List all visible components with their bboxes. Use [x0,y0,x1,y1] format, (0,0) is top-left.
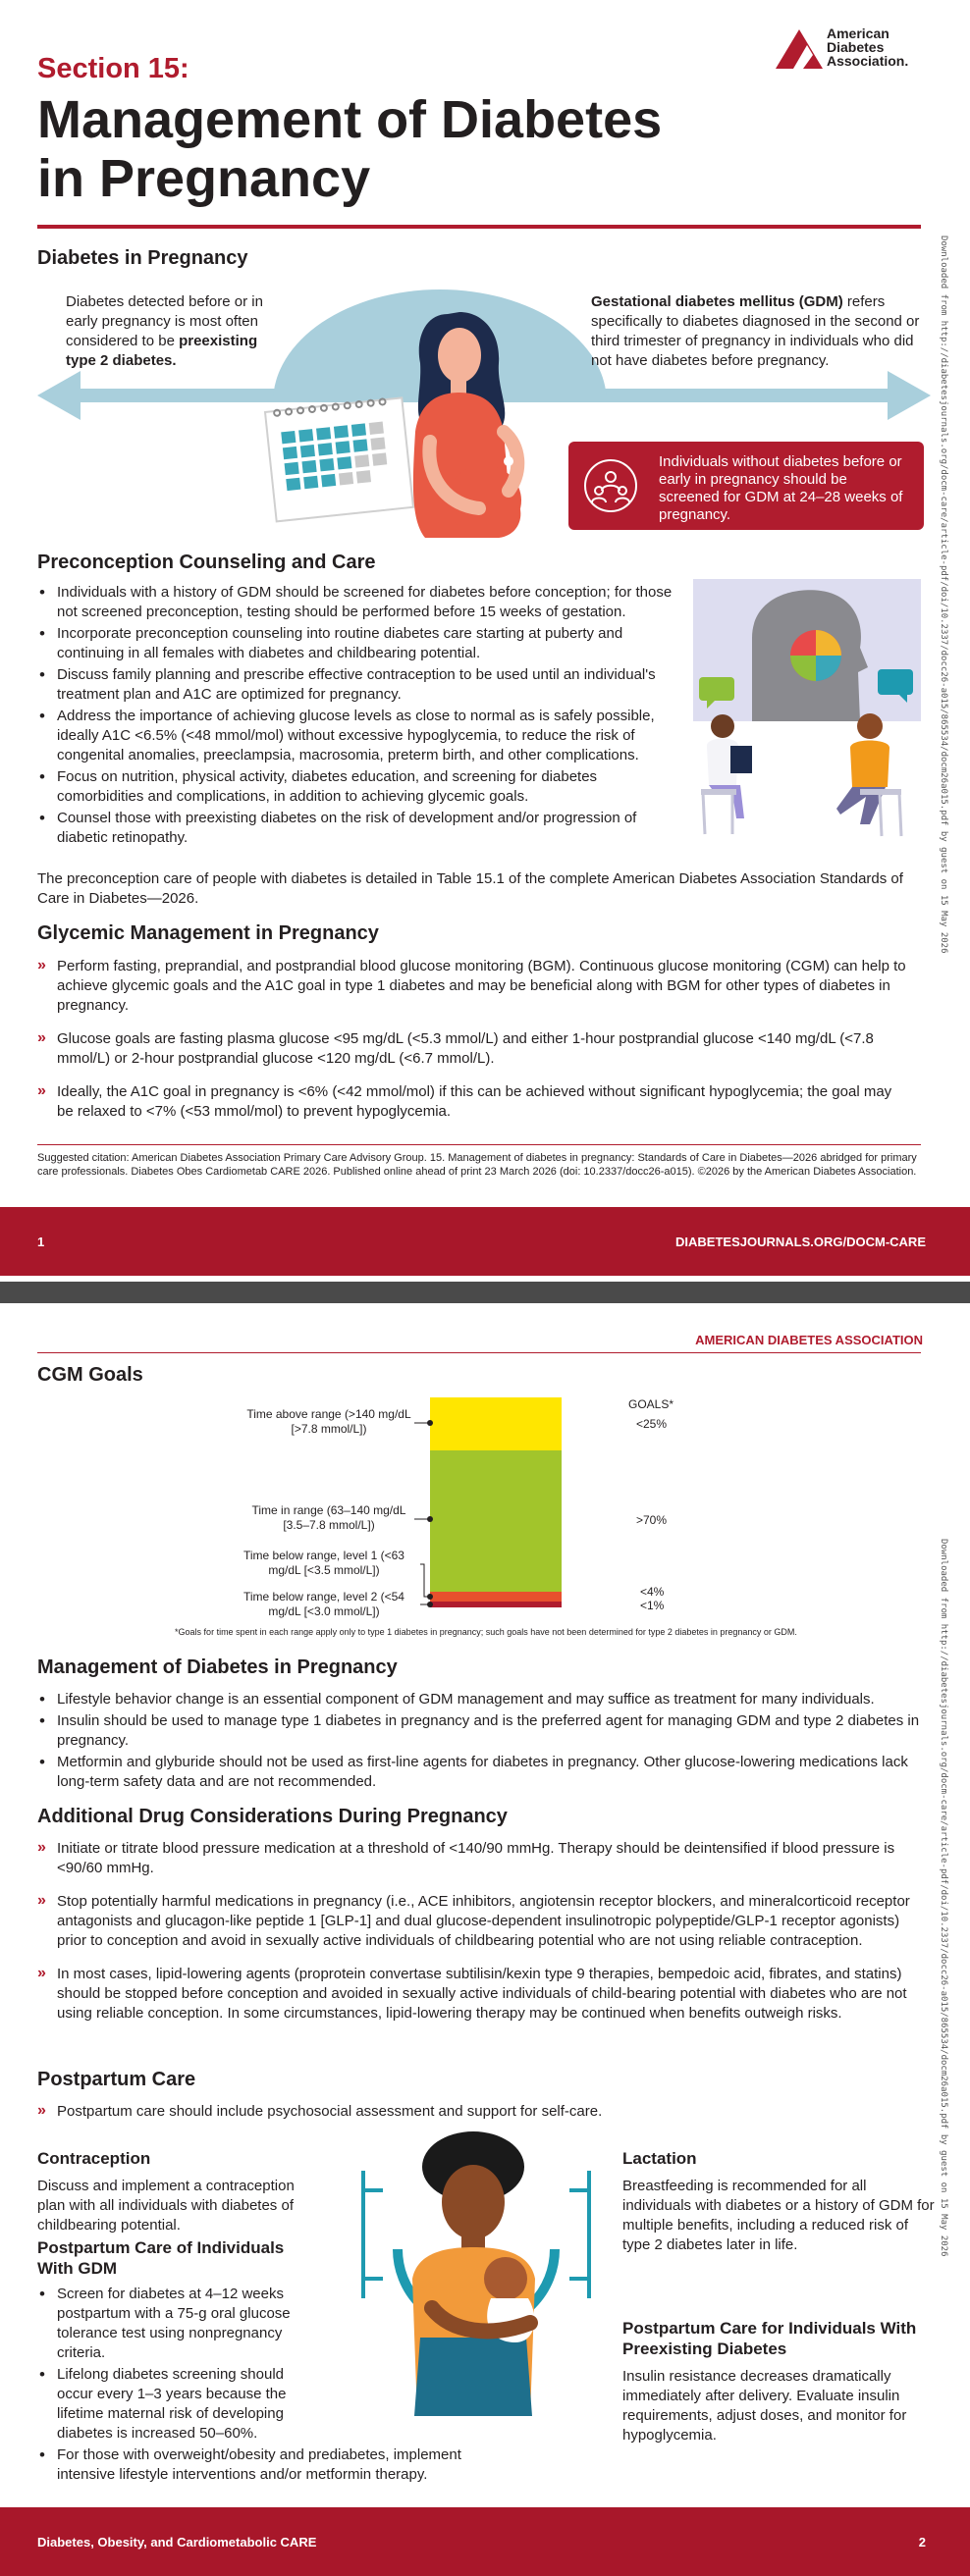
logo-text-1: American [827,26,889,41]
page-header: AMERICAN DIABETES ASSOCIATION [695,1333,923,1347]
cgm-goals-header: GOALS* [628,1397,674,1411]
heading-glycemic: Glycemic Management in Pregnancy [37,922,379,944]
list-item: » Perform fasting, preprandial, and postprandial blood glucose monitoring (BGM). Continuous glucose monitoring (CGM) can help to achieve glycemic goals and the A1C goal in type 1 diabetes and may be beneficial along with BGM for other types of diabetes in pregnancy. [37,957,911,1016]
page-1 [0,0,970,1282]
cgm-label-in-range: Time in range (63–140 mg/dL [3.5–7.8 mmol/L]) [251,1503,406,1532]
list-item: • Individuals with a history of GDM should be screened for diabetes before conception; for those not screened preconception, testing should be performed before 15 weeks of gestation. [37,583,677,622]
arrow-right-icon [888,371,931,420]
cgm-goal-in-range: >70% [636,1513,668,1527]
citation-rule [37,1144,921,1145]
footer-page-2 [0,2507,970,2576]
list-item: • For those with overweight/obesity and prediabetes, implement intensive lifestyle interventions and/or metformin therapy. [37,2445,469,2485]
list-item: » In most cases, lipid-lowering agents (proprotein convertase subtilisin/kexin type 9 therapies, bempedoic acid, fibrates, and statins) should be stopped before conception and avoided in sexually active individuals of child-bearing potential with diabetes who are not using reliable conception. In some circumstances, lipid-lowering therapy may be continued when benefits outweigh risks. [37,1965,911,2024]
heading-postpartum-gdm: Postpartum Care of Individuals With GDM [37,2238,285,2278]
people-screening-icon [582,457,639,514]
ada-logo [774,26,931,73]
list-item: • Lifestyle behavior change is an essential component of GDM management and may suffice as treatment for many individuals. [37,1690,931,1709]
callout-text: Individuals without diabetes before or early in pregnancy should be screened for GDM at 24–28 weeks of pregnancy. [659,453,903,523]
mother-baby-illustration [344,2131,609,2416]
cgm-label-below-2: Time below range, level 2 (<54 mg/dL [<3.0 mmol/L]) [243,1590,404,1618]
postpartum-preexisting-text: Insulin resistance decreases dramatically immediately after delivery. Evaluate insulin requirements, adjust doses, and monitor for hypoglycemia. [622,2368,907,2444]
ada-logo-icon [774,27,825,71]
calendar-icon [265,396,413,521]
footer-page-1 [0,1207,970,1276]
section-label: Section 15: [37,53,189,84]
logo-text-2: Diabetes [827,39,885,55]
gdm-definition-text: Gestational diabetes mellitus (GDM) refers specifically to diabetes diagnosed in the second or third trimester of pregnancy in individuals who did not have diabetes before pregnancy. [591,293,920,369]
contraception-text: Discuss and implement a contraception plan with all individuals with diabetes of childbearing potential. [37,2178,295,2234]
download-note: Downloaded from http://diabetesjournals.org/docm-care/article-pdf/doi/10.2337/docc26-a015/865534/docm26a015.pdf by guest on 15 May 2026 [939,236,948,954]
mother-baby-icon [363,2131,589,2416]
list-item: • Counsel those with preexisting diabetes on the risk of development and/or progression of diabetic retinopathy. [37,809,677,848]
heading-lactation: Lactation [622,2149,697,2168]
heading-preconception: Preconception Counseling and Care [37,552,376,573]
lactation-text: Breastfeeding is recommended for all individuals with diabetes or a history of GDM for multiple benefits, including a reduced risk of type 2 diabetes later in life. [622,2178,935,2253]
preconception-list [37,583,677,850]
list-item: • Screen for diabetes at 4–12 weeks postpartum with a 75-g oral glucose tolerance test using nonpregnancy criteria. [37,2285,293,2363]
list-item: » Initiate or titrate blood pressure medication at a threshold of <140/90 mmHg. Therapy should be deintensified if blood pressure is <90/60 mmHg. [37,1839,911,1878]
list-item: • Address the importance of achieving glucose levels as close to normal as is safely possible, ideally A1C <6.5% (<48 mmol/mol) without excessive hypoglycemia, to reduce the risk of congenital anomalies, preeclampsia, macrosomia, preterm birth, and other complications. [37,707,677,765]
logo-text-3: Association. [827,53,909,69]
counseling-illustration [693,579,921,844]
chat-bubble-icon [699,677,734,701]
management-list [37,1690,931,1794]
list-item: » Stop potentially harmful medications in pregnancy (i.e., ACE inhibitors, angiotensin receptor blockers, and mineralcorticoid receptor antagonists and glucagon-like peptide 1 [GLP-1] and dual glucose-dependent insulinotropic polypeptide/GLP-1 receptor agonists) prior to conception and avoid in sexually active individuals of childbearing potential who are not using reliable contraception. [37,1892,911,1951]
header-rule [37,1352,921,1353]
cgm-bar-below-2 [430,1602,562,1607]
title-rule [37,225,921,229]
heading-additional: Additional Drug Considerations During Pregnancy [37,1806,508,1827]
page-number: 1 [37,1235,45,1249]
footer-journal: Diabetes, Obesity, and Cardiometabolic CARE [37,2535,317,2550]
additional-list [37,1839,911,2037]
cgm-bar-in-range [430,1450,562,1592]
cgm-connectors [412,1397,442,1613]
cgm-label-above: Time above range (>140 mg/dL [>7.8 mmol/L]) [246,1407,411,1436]
list-item: » Postpartum care should include psychosocial assessment and support for self-care. [37,2102,911,2122]
list-item: • Lifelong diabetes screening should occur every 1–3 years because the lifetime maternal risk of developing diabetes is increased 50–60%. [37,2365,293,2444]
cgm-footnote: *Goals for time spent in each range apply only to type 1 diabetes in pregnancy; such goals have not been determined for type 2 diabetes in pregnancy or GDM. [175,1627,797,1637]
glycemic-list [37,957,911,1135]
page-title: Management of Diabetes in Pregnancy [37,90,663,208]
cgm-bar-above [430,1397,562,1450]
postpartum-list [37,2102,911,2135]
screening-callout [568,442,924,530]
list-item: • Discuss family planning and prescribe effective contraception to be used until an individual's treatment plan and A1C are optimized for pregnancy. [37,665,677,705]
preconception-note: The preconception care of people with diabetes is detailed in Table 15.1 of the complete American Diabetes Association Standards of Care in Diabetes—2026. [37,870,903,907]
cgm-bar-below-1 [430,1592,562,1602]
heading-cgm: CGM Goals [37,1364,143,1386]
heading-management: Management of Diabetes in Pregnancy [37,1656,398,1678]
preexisting-text: Diabetes detected before or in early pregnancy is most often considered to be preexisting type 2 diabetes. [66,293,263,369]
heading-postpartum-preexisting: Postpartum Care for Individuals With Preexisting Diabetes [622,2319,917,2358]
cgm-goal-above: <25% [636,1417,668,1431]
citation: Suggested citation: American Diabetes Association Primary Care Advisory Group. 15. Management of diabetes in pregnancy: Standards of Care in Diabetes—2026 abridged for primary care professionals. Diabetes Obes Cardiometab CARE 2026. Published online ahead of print 23 March 2026 (doi: 10.2337/docc26-a015). ©2026 by the American Diabetes Association. [37,1152,917,1178]
list-item: • Incorporate preconception counseling into routine diabetes care starting at puberty and continuing in all females with diabetes and childbearing potential. [37,624,677,663]
download-note: Downloaded from http://diabetesjournals.org/docm-care/article-pdf/doi/10.2337/docc26-a015/865534/docm26a015.pdf by guest on 15 May 2026 [939,1539,948,2257]
heading-contraception: Contraception [37,2149,151,2168]
arrow-left-icon [37,371,81,420]
heading-diabetes-in-pregnancy: Diabetes in Pregnancy [37,247,248,269]
cgm-goal-below-2: <1% [640,1599,665,1612]
page-2 [0,1303,970,2576]
page-separator [0,1282,970,1303]
list-item: » Ideally, the A1C goal in pregnancy is <6% (<42 mmol/mol) if this can be achieved without significant hypoglycemia; the goal may be relaxed to <7% (<53 mmol/mol) to prevent hypoglycemia. [37,1082,911,1122]
list-item: • Metformin and glyburide should not be used as first-line agents for diabetes in pregnancy. Other glucose-lowering medications lack long-term safety data and are not recommended. [37,1753,931,1792]
list-item: • Insulin should be used to manage type 1 diabetes in pregnancy and is the preferred agent for managing GDM and type 2 diabetes in pregnancy. [37,1711,931,1751]
cgm-goal-below-1: <4% [640,1585,665,1599]
cgm-label-below-1: Time below range, level 1 (<63 mg/dL [<3.5 mmol/L]) [243,1549,404,1577]
footer-url[interactable]: DIABETESJOURNALS.ORG/DOCM-CARE [675,1235,926,1249]
list-item: • Focus on nutrition, physical activity, diabetes education, and screening for diabetes comorbidities and complications, in addition to achieving glycemic goals. [37,767,677,807]
list-item: » Glucose goals are fasting plasma glucose <95 mg/dL (<5.3 mmol/L) and either 1-hour postprandial glucose <140 mg/dL (<7.8 mmol/L) or 2-hour postprandial glucose <120 mg/dL (<6.7 mmol/L). [37,1029,911,1069]
page-number: 2 [918,2535,926,2550]
heading-postpartum: Postpartum Care [37,2069,196,2090]
